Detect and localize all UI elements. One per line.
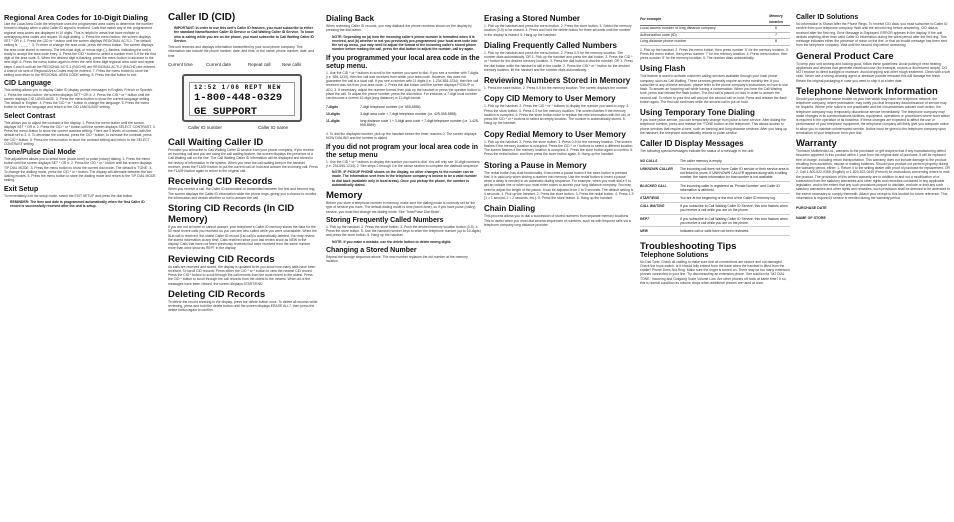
purchase-date-label: PURCHASE DATE (796, 206, 827, 210)
section-title: Call Waiting Caller ID (168, 136, 264, 148)
format-value: 7-digit telephone number (i.e. 555-5555) (360, 104, 421, 109)
section-title: Caller ID (CID) (168, 12, 236, 23)
section-title: Reviewing CID Records (168, 253, 275, 265)
section-title: If you did not program your local area code in the setup menu (326, 143, 479, 159)
message-meaning: If you subscribe to Call Waiting Caller ID Service, this icon flashes when you receive a call while you are on the phone. (680, 215, 790, 227)
format-key: 11-digits (326, 119, 340, 124)
section-text: Thomson Multimedia Ltd., warrants to the purchaser or gift recipient that if any manufacturing defect becomes apparent in this product within 1 year from the original date of purchase, it will be replaced free of charge, including return transportation. This warranty does not include damage to the product resulting from accidents, misuse or leaking batteries. Should your product not perform properly during the warranty period, either: 1. Return it to the selling dealer with proof of purchase for replacement, OR 2. Call 1-800-522-0358 (English) or 1-800-522-0445 (French) for instructions concerning where to mail the product. The provisions of this written warranty are in addition to and not a modification of or subtraction from the statutory warranties and other rights and remedies contained in any applicable legislation, and to the extent that any such provisions purport to disclaim, exclude or limit any such statutory warranties and other rights and remedies, such provisions shall be deemed to be amended to the extent necessary to comply therewith. Attach your receipt to this booklet for future reference. This information is required if service is needed during the warranty period. (796, 149, 950, 200)
message-row (640, 182, 790, 194)
section-text: 1. Press the store button. 2. Press 0-9 for the memory location. The screen displays the number. (484, 86, 629, 90)
section-text: The redial button has dual functionality. It becomes a pause button if the store button is pressed first. It is valid only when storing a number into memory. Use the redial button to insert a pause when a delay is needed in an automatic dialing sequence. For example, when you must dial a 9 to get an outside line or when you must enter codes to access your long distance company. You may need to adjust the length of the pause. It can be adjusted from 1 to 9 seconds. The default setting is 4 seconds. 1. Pick up the handset. 2. Press the store button. 3. Press the redial button. 4. Press 1-9 (1 = 1 second, 2 = 2 seconds, etc.). 5. Press the store button. 6. Hang up the handset. (484, 170, 634, 200)
caption-cid-name: Caller ID name (258, 124, 289, 130)
section-text: 1. Pick up the handset. 2. Press the CID * or * buttons to display the number you want to copy. 3. Press the store button. 4. Press 0-9 for the memory location. The screen flashes if the memory location is occupied. 5. Press the store button twice to replace the new information with the old, or press the CID * or * buttons to select an empty location. The number is automatically stored. 6. Hang up the handset. (484, 104, 631, 126)
section-text: This feature is used to activate customer calling services available through your local phone company, such as Call Waiting. These services generally require an extra monthly fee. If you subscribe to any of these services, please refer to the phone company's instructions on how to use flash. To answer an incoming call while having a conversation: When you hear the Call Waiting tone, press and release the flash button. The first call is placed on hold in order to answer the second call. To return to your first call and put the second call on hold: Press and release the flash button again. The first call continues while the second call is put on hold. (640, 74, 788, 104)
section-title: Using Temporary Tone Dialing (640, 108, 755, 117)
section-text: No Dial Tone. Check all cabling to make sure that all connections are secure and not damaged. Check the hook switch. Is it should fully extend from the base when the handset is lifted from the cradle? Phone Does Not Ring. Make sure the ringer is turned on. There may be too many extension phones connected to your line. Try disconnecting an extension phone. See solution for 'NO DIAL TONE.' Incoming and Outgoing Voice Volume Low. Are other phones off hook at same time? If so, this is normal condition as volume drops when additional phones are used at once. (640, 259, 790, 285)
section-title: If you programmed your local area code in the setup menu. (326, 54, 480, 70)
caption-repeat-call: Repeat call (248, 61, 271, 67)
format-key: 7-digits (326, 104, 339, 109)
section-title: Using Flash (640, 64, 686, 74)
section-title: Memory (326, 190, 363, 202)
section-text: To keep your unit working and looking good, follow these guidelines: Avoid putting it near heating appliances and devices that generate electrical noise (for example, motors or fluorescent lamps). DO NOT expose to direct sunlight or moisture. Avoid dropping and other rough treatment. Clean with a soft cloth. Never use a strong cleaning agent or abrasive powder because this will damage the finish. Retain the original packaging in case you need to ship it at a later date. (796, 61, 950, 83)
section-text: If you are not at home or cannot answer, your telephone's Caller ID memory stores the data for the 50 most recent calls you received so you can see who called while you were unavailable. When the 51st call is received, the oldest Caller ID record (1st call) is automatically deleted. You may review the stored information at any time. Calls received since your last review show as NEW in the display. Calls that have not been previously reviewed but were received from the same number more than once show as REPT in the display. (168, 225, 317, 251)
column-regional-area-codes (4, 0, 156, 522)
message-row (640, 157, 790, 165)
delete-note: NOTE: If you make a mistake, use the delete button to delete wrong digits. (332, 239, 452, 244)
message-meaning: If you subscribe to Call Waiting Caller ID Service, this icon flashes when you receive a call while you are on the phone. (680, 202, 790, 214)
section-title: Caller ID Display Messages (640, 139, 744, 148)
table-cell: 6 (762, 26, 790, 33)
table-header: For example (640, 14, 762, 26)
section-title: Storing CID Records (In CID Memory) (168, 203, 295, 225)
section-title: Reviewing Numbers Stored in Memory (484, 76, 631, 85)
section-text: 1. Use the CID * or * buttons to scroll to the number you want to dial. If you see a number with 7 digits (i.e. 555-1234), then the call was received from within your area code. However, this does not guarantee the call is a local call. If you see a number with 11 digits (i.e. 1-234-555-1234), then the call received was not from your area code. 2. Press the dial button until the screen displays PICKUP or ADJ. 3. If necessary, adjust the number format, then pick up the handset or press the speaker button to place the call. To adjust the phone number, press the dial button. For instance, a 7-digit local number can become a correct 10-digit (long distance) or 11-digit format. (326, 70, 481, 100)
column-flash-and-messages (640, 0, 790, 522)
message-row (640, 165, 790, 182)
section-text: This adjustment allows you to select tone (touch-tone) or pulse (rotary) dialing. 1. Press the menu button until the screen displays SET * OR #. 2. Press the CID * or * button until the screen displays T/P DIAL MODE. 3. Press the menu button to show the current dial mode. The default is 'TONE'. 4. To change the dialling mode, press the CID * or * button. The display will alternate between the two dialling modes. 5. Press the menu button to store the dialling mode and return to the T/P DIAL MODE setting. (4, 157, 156, 183)
store-name-label: NAME OF STORE (796, 216, 826, 220)
column-support (796, 0, 950, 522)
column-memory-operations (484, 0, 634, 522)
section-title: CID Language (4, 80, 52, 88)
section-text: When reviewing Caller ID records, you may dialback the phone numbers shown on the display by pressing the dial button. (326, 24, 472, 33)
message-key: BLOCKED CALL (640, 182, 680, 194)
section-title: Exit Setup (4, 185, 39, 193)
lcd-name: GE SUPPORT (194, 105, 258, 118)
caption-cid-number: Caller ID number (188, 124, 223, 130)
message-row (640, 215, 790, 227)
message-meaning: The incoming call does not have Caller ID service or their service area is not linked to yours. If UNKNOWN CALLER appears along with a calling number, the name information for that number is not available. (680, 165, 790, 182)
phone-body (182, 74, 302, 122)
section-text: This process allows you to dial a succession of stored numbers from separate memory locations. This is useful when you must dial several sequences of numbers, such as with frequent calls via a telephone company long distance provider. (484, 214, 631, 227)
lcd-screen (189, 82, 295, 116)
section-title: Storing a Pause in Memory (484, 160, 587, 170)
message-key: REPT (640, 215, 680, 227)
message-key: NEW (640, 227, 680, 235)
message-meaning: The caller memory is empty. (680, 157, 790, 165)
section-title: Changing a Stored Number (326, 246, 417, 254)
section-subtitle: Telephone Solutions (640, 251, 709, 259)
section-text: Repeat the storage sequence above. The new number replaces the old number at the memory location. (326, 254, 468, 264)
section-text: 1. Pick up the handset and press the menu button. 2. Press the store button. 3. Select the memory location (0-9) to be erased. 4. Press and hold the delete button for three seconds until the number in the display is erased. 5. Hang up the handset. (484, 24, 632, 37)
section-title: Tone/Pulse Dial Mode (4, 149, 76, 156)
format-value: 3-digit area code + 7-digit telephone number (i.e. 425-555-5555) (360, 111, 457, 116)
message-key: CALL WAITING (640, 202, 680, 214)
section-title: Dialing Frequently Called Numbers (484, 40, 617, 50)
section-title: Copy Redial Memory to User Memory (484, 129, 626, 139)
display-illustration (168, 62, 318, 134)
chain-dial-example-table (640, 14, 790, 46)
section-title: Dialing Back (326, 14, 375, 23)
section-text: Provided you subscribe to Call Waiting Caller ID service from your phone company; if you receive an incoming call and you are using the call waiting feature, the screen displays the presence of a Call Waiting call on the line. The Call Waiting Caller ID information will be displayed and stored in the history of information in the system. When you hear the call waiting beep in the handset receiver, press the FLASH button to put the current call on hold and answer the incoming call. Press the FLASH button again to return to the original call. (168, 147, 318, 173)
section-text: Before you store a telephone number in memory, make sure the dialing mode is correctly set for the type of service you have. The default dialing mode is tone (touch-tone), so if you have pulse (rotary) service, you must first change the dialing mode. See 'Tone/Pulse Dial Mode'. (326, 201, 476, 214)
section-text: This unit receives and displays information transmitted by your local phone company. This information can include the phone number, date, and time; or the name, phone number, date, and time. (168, 45, 315, 58)
section-title: Copy CID Memory to User Memory (484, 94, 616, 104)
section-text: The following special messages indicate the status of a message in the unit: (640, 149, 755, 153)
table-cell: Local access number of long distance company (640, 26, 762, 33)
column-dialing-back (326, 0, 481, 522)
section-text: If you have pulse service, you can temporarily change from pulse to tone service. After dialing the telephone number, press and release the *TONE button on the telephone. This allows access to phone services that require a tone, such as banking and long distance services. After you hang up the handset, the telephone automatically returns to pulse service. (640, 118, 788, 135)
message-row (640, 194, 790, 202)
format-row (326, 118, 481, 129)
table-header: Memory location (762, 14, 790, 26)
section-title: Storing Frequently Called Numbers (326, 216, 444, 224)
section-text: 1. Pick up the handset and press the menu button. 2. Press 0-9 for the memory location. The number dials automatically. OR 1. Pick up the handset and press the dial button. 2. Press the CID * or * button for the desired memory location. 3. Press the dial button to dial the number. OR 1. Press the dial button while the handset is still in the cradle. 2. Press the CID * or * button for the desired memory location, lift the handset and the number dials automatically. (484, 50, 633, 72)
caption-new-calls: New calls (282, 61, 302, 67)
message-key: NO CALLS (640, 157, 680, 165)
section-text: This setting allows you to display Caller ID display prompt messages in English, French or Spanish. 1. Press the menu button; the screen displays SET * OR #. 2. Press the CID * or * button until the screen displays CID LANGUAGE. 3. Press the menu button to show the current language setting. The default is 'English'. 4. Press the CID * or * button to change the language. 5. Press the menu button to store the language and return to the CID LANGUAGE setting. (4, 88, 154, 110)
section-text: 1. Use the CID * or * buttons to display the number you want to dial. You will only see 10-digit numbers (i.e. 234-555-1234). 2. See steps 2 through 4 in the above section to complete the dialback sequence. (326, 159, 480, 168)
section-text: 1. Pick up the handset. 2. Press the menu button, then press number '6' for the memory location. 3. Press the menu button, then press number '7' for the memory location. 4. Press menu button, then press number '8' for the memory location. 5. The number dials automatically. (640, 47, 789, 60)
table-cell: Authorization code (ID) (640, 32, 762, 39)
section-title: General Product Care (796, 50, 894, 62)
caption-current-date: Current date (206, 61, 232, 67)
section-text: To immediately exit the setup mode, select the EXIT SETUP and press the dial button. (4, 193, 134, 198)
pickup-note: NOTE: IF PICKUP PHONE shows on the display, no other changes to the number can be made. The information sent from in the telephone company is known to be a valid number to dial back (available only in local areas). Once you pickup the phone, the number is automatically dialed. (332, 170, 477, 187)
table-row (640, 39, 790, 46)
lcd-number: 1-800-448-0329 (194, 91, 283, 104)
section-title: Regional Area Codes for 10-Digit Dialing (4, 13, 148, 22)
section-title: Select Contrast (4, 112, 56, 120)
number-format-table (326, 103, 481, 129)
section-title: Chain Dialing (484, 204, 536, 214)
table-cell: 8 (762, 39, 790, 46)
section-title: Caller ID Solutions (796, 14, 859, 21)
section-text: 1. Pick up the handset. 2. Press the store button. 3. Press 0-9 for the memory location. The screen flashes if the memory location is occupied. Press the CID * or * buttons to select a different location. The screen flashes if the memory location is occupied. 4. Press the store button again to confirm. 5. Press the redial button, and then press the store button again. 6. Hang up the handset. (484, 139, 634, 157)
section-title: Deleting CID Records (168, 288, 266, 300)
important-note: IMPORTANT: In order to use this unit's Caller ID features, you must subscribe to either the standard Name/Number Caller ID Service or Call Waiting Caller ID Service. To know who is calling while you are on the phone, you must subscribe to Call Waiting Caller ID Service. (174, 26, 314, 43)
format-key: 10-digits (326, 111, 340, 116)
message-row (640, 202, 790, 214)
message-key: UNKNOWN CALLER (640, 165, 680, 182)
message-key: START/END (640, 194, 680, 202)
section-title: Erasing a Stored Number (484, 14, 581, 23)
message-row (640, 227, 790, 235)
section-text: No Information is Shown After the Phone Rings. To receive CID data, you must subscribe to Caller ID service from your telephone company. Wait until the second ring before answering. CID data is received after the first ring. Error Message is Displayed. ERROR appears in the display. If the unit detects anything other than valid Caller ID information during the silent period after the first ring. This message indicates either the presence of noise on the line, or that an invalid message has been sent from the telephone company. Wait until the second ring before answering. (796, 22, 948, 48)
section-text: 4. To dial the displayed number, pick up the handset before the timer reaches 0. The screen displays NOW DIALING and the number is dialed. (326, 132, 477, 141)
dialback-note: NOTE: Depending on (a) how the incoming caller's phone number is formatted when it is received, and (b) whether or not you previously pre-programmed your local area code into the set up menu, you may need to adjust the format of the incoming caller's stored phone number before making the call, press the dial button to adjust the number, call try again. (332, 34, 478, 52)
table-cell: 7 (762, 32, 790, 39)
section-title: Warranty (796, 138, 837, 149)
column-caller-id (168, 0, 318, 522)
display-messages-table (640, 157, 790, 235)
lcd-status-line: 12:52 1/06 REPT NEW (194, 83, 282, 91)
section-text: This allows you to adjust the contrast of the display. 1. Press the menu button until the screen displays SET * OR #. 2. Press the CID * or * button until the screen displays SELECT CONTRAST. 3. Press the menu button to show the current contrast setting. There are 5 levels of contrast, with the default set to 3. 4. To decrease the contrast, press the CID * button; to increase the contrast, press the CID * button. 5. Press the menu button to store the contrast setting and return to the SELECT CONTRAST setting. (4, 120, 156, 146)
table-cell: Long distance phone number (640, 39, 762, 46)
message-meaning: Indicates call or calls have not been reviewed. (680, 227, 790, 235)
section-title: Troubleshooting Tips (640, 240, 737, 252)
section-text: As calls are received and stored, the display is updated to let you know how many calls have been received. To scroll CID records: Press either the CID * or * button to view the newest CID record. Press the CID * button to scroll through the call records from the most recent to the oldest. Press the CID * button to scroll through the call records from the oldest to the newest. When all of the messages have been viewed, the screen displays START/END. (168, 264, 316, 286)
format-row (326, 103, 481, 110)
section-title: Telephone Network Information (796, 85, 938, 97)
section-text: To delete the record showing in the display, press the delete button once. To delete all records while reviewing, press and hold the delete button until the screen displays ERASE ALL?, then press the delete button again to confirm. (168, 299, 318, 313)
format-row (326, 110, 481, 117)
section-text: 1. Pick up the handset. 2. Press the store button. 3. Push the desired memory location button (0-9). 4. Press the store button. 5. Use the handset number keys to enter the telephone number (up to 16-digits) and press the store button. 6. Hang up the handset. (326, 224, 481, 238)
section-text: Should your equipment cause trouble on your line which may harm the telephone network, the telephone company, where practicable, may notify you that temporary discontinuance of service may be required. Where prior notice is not practicable and the circumstances warrant such action, the telephone company may temporarily discontinue service immediately. The telephone company may make changes in its communications facilities, equipment, operations or procedures where such action is required in the operation of its business. If these changes are expected to affect the use or performance of your telephone equipment, the telephone company will likely give you adequate notice to allow you to maintain uninterrupted service. Notice must be given to the telephone company upon termination of your telephone from your line. (796, 96, 950, 135)
message-meaning: The incoming caller is registered as 'Private Number' and Caller ID information is withheld. (680, 182, 790, 194)
reminder-note: REMINDER: The time and date is programmed automatically when the first Caller ID record is successfully received after the unit is setup. (10, 199, 145, 208)
section-text: When you receive a call, the Caller ID information is transmitted between the first and second ring. The screen displays the Caller ID information while the phone rings, giving you a chance to monitor the information and decide whether or not to answer the call. (168, 187, 317, 200)
section-text: Like the Local Area Code the telephone uses the programmed area codes to determine the number format to display when a valid Caller ID signal is received. Calls that match any of the programmed regional area codes are displayed in 10 digits. This is helpful in areas that have multiple or overlapping area codes and require 10-digit dialing. 1. Press the menu button; the screen displays SET * OR #. 2. Press the CID or * button until the screen displays REGIONAL AC'S-1. The default setting is " _ _ _ ". 3. To enter or change the area code, press the menu button. The screen displays the area code stored in memory. The left-most digit, or minus sign (-), flashes, indicating the unit is ready to accept the area code entry. 4. Press the CID * button to select a number from 0-9 for the first digit of the area code. 5. When the desired digit is flashing, press the menu button to advance to the next digit. 6. Press the menu button again to enter the next three-digit regional area code and repeat steps 4 and 5 until all the REGIONAL AC'S-1 (RACHS) are REGIONAL AC'S-2 (RACH2) are entered. A total of six sets of Regional Area Codes may be entered. 7. Press the menu button to store the setting and return to the REGIONAL AREA CODE setting. 8. Press the dial button to exit. (4, 22, 156, 77)
message-meaning: You are at the beginning or the end of the Caller ID memory log. (680, 194, 790, 202)
section-title: Receiving CID Records (168, 176, 273, 188)
caption-current-time: Current time (168, 61, 193, 67)
format-value: long distance code 1 + 3-digit area code + 7-digit telephone number (i.e. 1-425-555-5555) (360, 119, 479, 128)
